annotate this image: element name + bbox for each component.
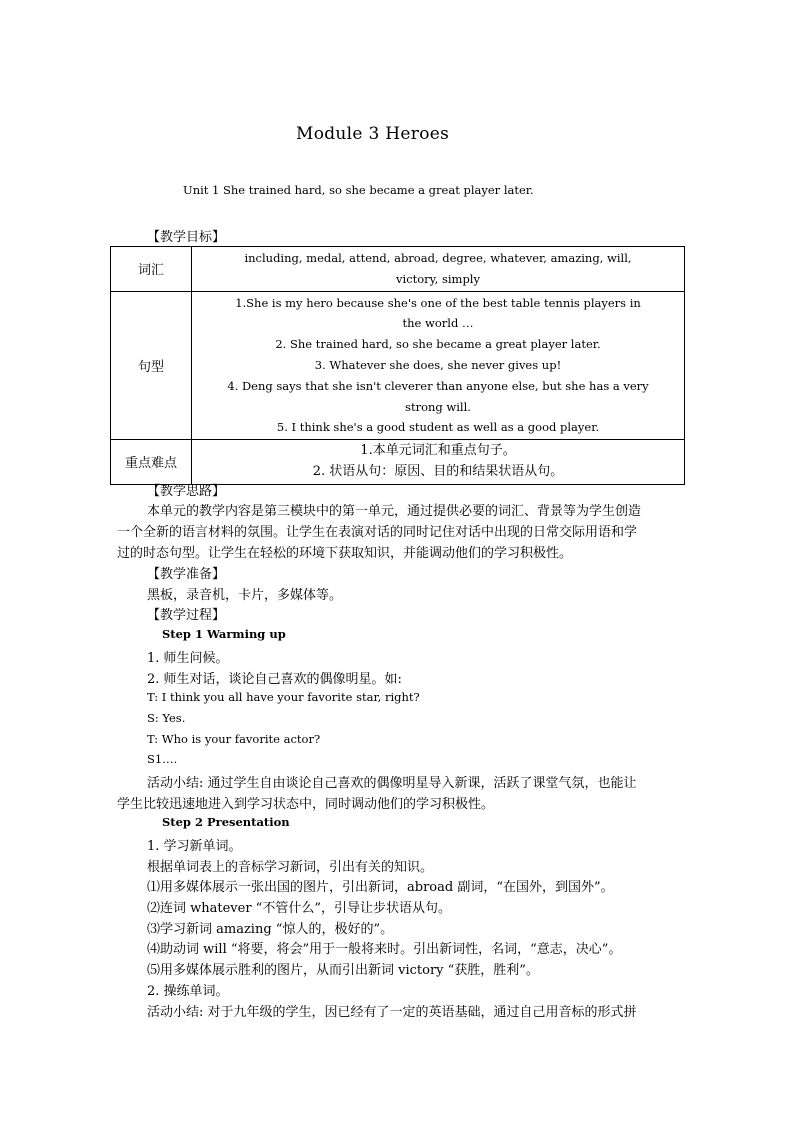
key-cell <box>192 440 685 485</box>
thinking-heading: 【教学思路】 <box>147 484 226 499</box>
vocab-line: victory, simply <box>396 271 480 286</box>
thinking-line: 本单元的教学内容是第三模块中的第一单元，通过提供必要的词汇、背景等为学生创造 <box>147 504 642 519</box>
dialogue-line: T: Who is your favorite actor? <box>147 732 321 746</box>
prep-text: 黑板，录音机，卡片，多媒体等。 <box>147 588 343 603</box>
sentence-line: 1.She is my hero because she's one of the best table tennis players in <box>235 295 641 310</box>
step1-summary: 学生比较迅速地进入到学习状态中，同时调动他们的学习积极性。 <box>117 797 495 812</box>
step2-heading: Step 2 Presentation <box>162 815 290 829</box>
objectives-heading: 【教学目标】 <box>147 230 226 245</box>
step1-item: 1. 师生问候。 <box>147 651 229 666</box>
sentence-line: 5. I think she's a good student as well as a good player. <box>276 420 600 435</box>
objectives-table <box>110 246 685 485</box>
step2-point: ⑴用多媒体展示一张出国的图片，引出新词，abroad 副词，“在国外，到国外”。 <box>147 880 614 895</box>
unit-subtitle: Unit 1 She trained hard, so she became a great player later. <box>183 183 534 197</box>
sentence-row <box>111 291 685 440</box>
sentence-line: 2. She trained hard, so she became a great player later. <box>275 337 601 352</box>
thinking-line: 过的时态句型。让学生在轻松的环境下获取知识，并能调动他们的学习积极性。 <box>117 546 573 561</box>
dialogue-line: S: Yes. <box>147 711 186 725</box>
process-heading: 【教学过程】 <box>147 608 226 623</box>
step2-point: ⑷助动词 will “将要，将会”用于一般将来时。引出新词性，名词，“意志，决心”。 <box>147 942 622 957</box>
sentence-line: 3. Whatever she does, she never gives up! <box>314 357 562 372</box>
vocab-label: 词汇 <box>111 247 192 292</box>
vocab-row <box>111 247 685 292</box>
step2-item: 2. 操练单词。 <box>147 984 229 999</box>
prep-heading: 【教学准备】 <box>147 567 226 582</box>
sentence-cell <box>192 291 685 440</box>
step2-point: ⑶学习新词 amazing “惊人的，极好的”。 <box>147 922 394 937</box>
step2-intro: 根据单词表上的音标学习新词，引出有关的知识。 <box>147 860 434 875</box>
step1-heading: Step 1 Warming up <box>162 627 286 641</box>
dialogue-line: S1.… <box>147 752 178 766</box>
thinking-line: 一个全新的语言材料的氛围。让学生在表演对话的同时记住对话中出现的日常交际用语和学 <box>117 525 638 540</box>
key-line: 1.本单元词汇和重点句子。 <box>360 443 516 459</box>
vocab-line: including, medal, attend, abroad, degree, whatever, amazing, will, <box>244 251 632 265</box>
dialogue-line: T: I think you all have your favorite star, right? <box>147 690 420 704</box>
key-row <box>111 440 685 485</box>
sentence-line: strong will. <box>405 399 471 414</box>
step2-point: ⑵连词 whatever “不管什么”，引导让步状语从句。 <box>147 901 451 916</box>
step1-item: 2. 师生对话，谈论自己喜欢的偶像明星。如: <box>147 672 402 687</box>
step1-summary: 活动小结: 通过学生自由谈论自己喜欢的偶像明星导入新课，活跃了课堂气氛，也能让 <box>147 776 637 791</box>
vocab-cell <box>192 247 685 292</box>
sentence-line: the world … <box>402 316 474 331</box>
sentence-line: 4. Deng says that she isn't cleverer than anyone else, but she has a very <box>227 378 649 393</box>
key-label: 重点难点 <box>111 440 192 485</box>
page-title: Module 3 Heroes <box>296 124 450 144</box>
step2-summary: 活动小结: 对于九年级的学生，因已经有了一定的英语基础，通过自己用音标的形式拼 <box>147 1005 637 1020</box>
step2-item: 1. 学习新单词。 <box>147 839 242 854</box>
sentence-label: 句型 <box>111 291 192 440</box>
step2-point: ⑸用多媒体展示胜利的图片，从而引出新词 victory “获胜，胜利”。 <box>147 963 539 978</box>
key-line: 2. 状语从句：原因、目的和结果状语从句。 <box>312 463 564 479</box>
